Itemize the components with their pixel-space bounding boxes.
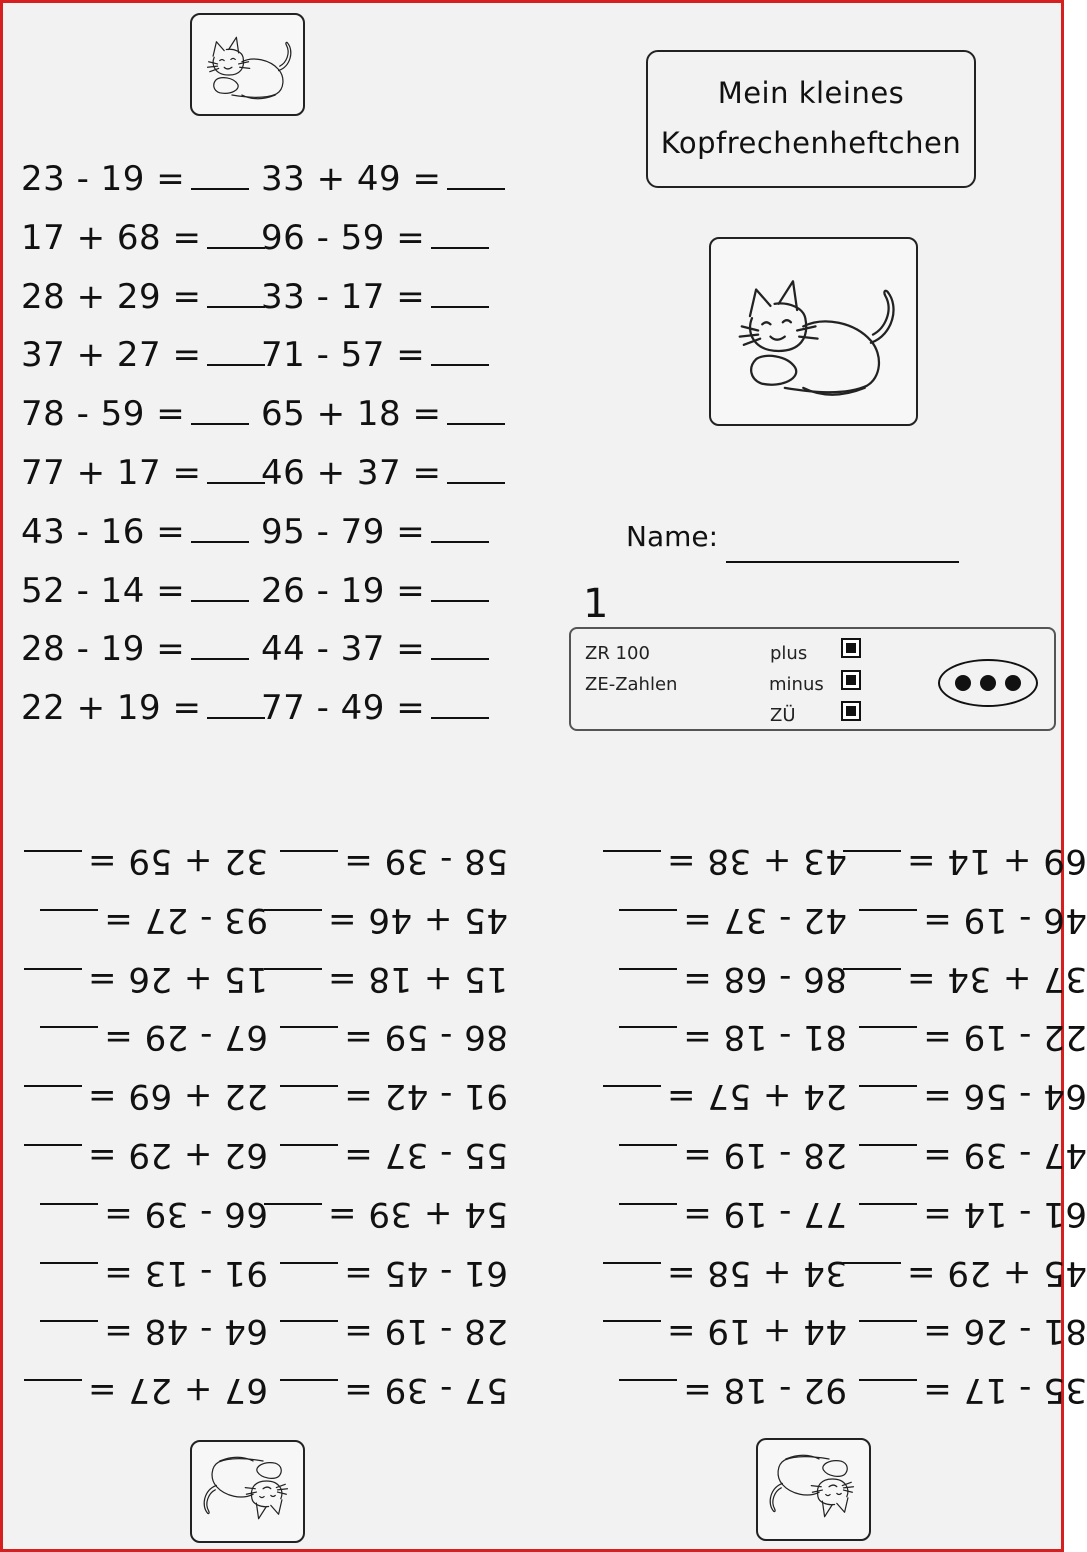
- equation-bottom-left-col1: [18, 1070, 268, 1116]
- equation-top-left-col2: [261, 335, 511, 381]
- answer-blank[interactable]: [859, 909, 917, 937]
- equation-bottom-left-col2: [258, 1188, 508, 1234]
- equation-expression: 45 + 46 =: [327, 899, 508, 940]
- equation-expression: 66 - 39 =: [103, 1193, 268, 1234]
- equation-expression: 86 - 68 =: [682, 958, 847, 999]
- equation-bottom-left-col2: [258, 1129, 508, 1175]
- op-minus-label: minus: [769, 674, 824, 695]
- equation-bottom-left-col1: [18, 894, 268, 940]
- equation-bottom-left-col2: [258, 1070, 508, 1116]
- answer-blank[interactable]: [40, 1203, 98, 1231]
- equation-top-left-col1: [21, 453, 271, 499]
- answer-blank[interactable]: [859, 1379, 917, 1407]
- equation-bottom-right-col2: [837, 1011, 1087, 1057]
- cat-image-cover: [709, 237, 918, 426]
- equation-expression: 35 - 17 =: [922, 1370, 1087, 1411]
- answer-blank[interactable]: [431, 221, 489, 249]
- answer-blank[interactable]: [191, 632, 249, 660]
- equation-bottom-right-col2: [837, 835, 1087, 881]
- answer-blank[interactable]: [447, 162, 505, 190]
- equation-bottom-left-col2: [258, 835, 508, 881]
- answer-blank[interactable]: [280, 1026, 338, 1054]
- equation-expression: 34 + 58 =: [666, 1252, 847, 1293]
- answer-blank[interactable]: [191, 515, 249, 543]
- answer-blank[interactable]: [843, 850, 901, 878]
- equation-top-left-col1: [21, 629, 271, 675]
- difficulty-level-badge: [938, 659, 1038, 707]
- equation-top-left-col2: [261, 394, 511, 440]
- equation-expression: 33 + 49 =: [261, 159, 442, 199]
- equation-bottom-left-col1: [18, 835, 268, 881]
- equation-expression: 37 + 34 =: [906, 958, 1087, 999]
- equation-bottom-left-col2: [258, 953, 508, 999]
- answer-blank[interactable]: [40, 1262, 98, 1290]
- equation-expression: 81 - 18 =: [682, 1017, 847, 1058]
- equation-expression: 67 - 29 =: [103, 1017, 268, 1058]
- answer-blank[interactable]: [603, 1085, 661, 1113]
- equation-bottom-left-col1: [18, 1011, 268, 1057]
- equation-expression: 37 + 27 =: [21, 335, 202, 376]
- equation-expression: 47 - 39 =: [922, 1135, 1087, 1175]
- title-box: [646, 50, 976, 188]
- answer-blank[interactable]: [207, 338, 265, 366]
- equation-top-left-col1: [21, 394, 271, 440]
- equation-expression: 92 - 18 =: [682, 1370, 847, 1411]
- carry-checkbox[interactable]: [841, 701, 861, 721]
- equation-top-left-col2: [261, 453, 511, 499]
- equation-top-left-col2: [261, 512, 511, 558]
- equation-expression: 26 - 19 =: [261, 570, 426, 611]
- equation-expression: 65 + 18 =: [261, 394, 442, 435]
- equation-top-left-col1: [21, 571, 271, 617]
- equation-expression: 46 + 37 =: [261, 453, 442, 493]
- answer-blank[interactable]: [40, 909, 98, 937]
- answer-blank[interactable]: [619, 1144, 677, 1172]
- equation-expression: 17 + 68 =: [21, 217, 202, 258]
- answer-blank[interactable]: [859, 1144, 917, 1172]
- equation-top-left-col1: [21, 159, 271, 205]
- equation-expression: 57 - 39 =: [343, 1370, 508, 1411]
- equation-expression: 42 - 37 =: [682, 899, 847, 940]
- plus-checkbox[interactable]: [841, 638, 861, 658]
- equation-bottom-left-col2: [258, 894, 508, 940]
- op-carry-label: ZÜ: [770, 705, 796, 726]
- equation-bottom-right-col1: [597, 1129, 847, 1175]
- equation-top-left-col2: [261, 571, 511, 617]
- equation-expression: 77 - 19 =: [682, 1193, 847, 1234]
- answer-blank[interactable]: [619, 1026, 677, 1054]
- equation-top-left-col1: [21, 335, 271, 381]
- equation-expression: 44 - 37 =: [261, 629, 426, 670]
- name-field-line[interactable]: [726, 561, 959, 563]
- equation-bottom-right-col2: [837, 1364, 1087, 1410]
- equation-bottom-left-col1: [18, 1129, 268, 1175]
- answer-blank[interactable]: [603, 850, 661, 878]
- equation-bottom-right-col1: [597, 835, 847, 881]
- equation-expression: 15 + 26 =: [87, 958, 268, 999]
- cat-drawing-icon: [711, 239, 916, 424]
- answer-blank[interactable]: [40, 1026, 98, 1054]
- level-dot: [980, 675, 996, 691]
- answer-blank[interactable]: [859, 1085, 917, 1113]
- answer-blank[interactable]: [619, 1203, 677, 1231]
- equation-expression: 22 - 19 =: [922, 1017, 1087, 1058]
- cat-image-bottom-right: [756, 1438, 871, 1541]
- equation-bottom-right-col1: [597, 1364, 847, 1410]
- answer-blank[interactable]: [24, 1379, 82, 1407]
- answer-blank[interactable]: [843, 1262, 901, 1290]
- title-line-2: Kopfrechenheftchen: [660, 126, 962, 160]
- equation-bottom-right-col1: [597, 1247, 847, 1293]
- title-line-1: Mein kleines: [717, 76, 905, 110]
- answer-blank[interactable]: [264, 968, 322, 996]
- answer-blank[interactable]: [603, 1320, 661, 1348]
- sheet-number: 1: [583, 581, 609, 627]
- answer-blank[interactable]: [207, 280, 265, 308]
- equation-top-left-col2: [261, 688, 511, 734]
- cat-image-bottom-left: [190, 1440, 305, 1543]
- equation-expression: 23 - 19 =: [21, 159, 186, 199]
- answer-blank[interactable]: [264, 1203, 322, 1231]
- answer-blank[interactable]: [24, 968, 82, 996]
- equation-top-left-col1: [21, 277, 271, 323]
- equation-expression: 67 + 27 =: [87, 1370, 268, 1411]
- answer-blank[interactable]: [431, 691, 489, 719]
- number-range-label: ZR 100: [585, 643, 650, 664]
- equation-bottom-right-col1: [597, 1011, 847, 1057]
- equation-expression: 28 - 19 =: [21, 629, 186, 670]
- equation-expression: 64 - 48 =: [103, 1311, 268, 1352]
- equation-bottom-right-col2: [837, 1305, 1087, 1351]
- equation-bottom-left-col1: [18, 953, 268, 999]
- equation-expression: 43 + 38 =: [666, 841, 847, 881]
- equation-bottom-left-col1: [18, 1364, 268, 1410]
- equation-expression: 78 - 59 =: [21, 394, 186, 435]
- equation-bottom-right-col1: [597, 1305, 847, 1351]
- answer-blank[interactable]: [447, 456, 505, 484]
- answer-blank[interactable]: [619, 1379, 677, 1407]
- answer-blank[interactable]: [207, 456, 265, 484]
- equation-bottom-right-col1: [597, 1070, 847, 1116]
- equation-expression: 52 - 14 =: [21, 570, 186, 611]
- equation-bottom-right-col2: [837, 1188, 1087, 1234]
- answer-blank[interactable]: [207, 221, 265, 249]
- answer-blank[interactable]: [207, 691, 265, 719]
- answer-blank[interactable]: [191, 574, 249, 602]
- minus-checkbox[interactable]: [841, 670, 861, 690]
- equation-top-left-col1: [21, 218, 271, 264]
- equation-top-left-col2: [261, 629, 511, 675]
- equation-bottom-right-col2: [837, 1247, 1087, 1293]
- equation-expression: 28 + 29 =: [21, 276, 202, 317]
- answer-blank[interactable]: [24, 850, 82, 878]
- answer-blank[interactable]: [431, 280, 489, 308]
- answer-blank[interactable]: [191, 397, 249, 425]
- answer-blank[interactable]: [280, 1262, 338, 1290]
- equation-expression: 33 - 17 =: [261, 276, 426, 317]
- cat-drawing-icon: [192, 1442, 303, 1541]
- equation-expression: 55 - 37 =: [343, 1135, 508, 1175]
- equation-bottom-left-col2: [258, 1011, 508, 1057]
- equation-top-left-col2: [261, 277, 511, 323]
- answer-blank[interactable]: [431, 338, 489, 366]
- equation-expression: 62 + 29 =: [87, 1135, 268, 1175]
- answer-blank[interactable]: [447, 397, 505, 425]
- equation-expression: 95 - 79 =: [261, 511, 426, 552]
- equation-expression: 44 + 19 =: [666, 1311, 847, 1352]
- op-plus-label: plus: [770, 643, 808, 664]
- equation-bottom-right-col1: [597, 953, 847, 999]
- equation-expression: 71 - 57 =: [261, 335, 426, 376]
- answer-blank[interactable]: [280, 1379, 338, 1407]
- equation-expression: 45 + 29 =: [906, 1252, 1087, 1293]
- equation-bottom-left-col2: [258, 1305, 508, 1351]
- equation-bottom-left-col2: [258, 1364, 508, 1410]
- equation-expression: 91 - 42 =: [343, 1076, 508, 1117]
- equation-expression: 96 - 59 =: [261, 217, 426, 258]
- cat-image-top-left: [190, 13, 305, 116]
- equation-expression: 32 + 59 =: [87, 841, 268, 881]
- equation-bottom-right-col1: [597, 1188, 847, 1234]
- answer-blank[interactable]: [264, 909, 322, 937]
- answer-blank[interactable]: [280, 1320, 338, 1348]
- answer-blank[interactable]: [431, 632, 489, 660]
- equation-expression: 77 + 17 =: [21, 453, 202, 493]
- equation-top-left-col2: [261, 159, 511, 205]
- equation-expression: 24 + 57 =: [666, 1076, 847, 1117]
- answer-blank[interactable]: [280, 1144, 338, 1172]
- equation-bottom-right-col2: [837, 953, 1087, 999]
- equation-expression: 28 - 19 =: [682, 1135, 847, 1175]
- equation-expression: 61 - 14 =: [922, 1193, 1087, 1234]
- equation-bottom-right-col2: [837, 1129, 1087, 1175]
- answer-blank[interactable]: [619, 968, 677, 996]
- answer-blank[interactable]: [24, 1085, 82, 1113]
- answer-blank[interactable]: [431, 515, 489, 543]
- equation-expression: 58 - 39 =: [343, 841, 508, 881]
- equation-expression: 15 + 18 =: [327, 958, 508, 999]
- equation-top-left-col1: [21, 512, 271, 558]
- equation-expression: 22 + 19 =: [21, 688, 202, 729]
- equation-bottom-right-col2: [837, 894, 1087, 940]
- equation-expression: 54 + 39 =: [327, 1193, 508, 1234]
- answer-blank[interactable]: [619, 909, 677, 937]
- equation-bottom-right-col2: [837, 1070, 1087, 1116]
- equation-expression: 93 - 27 =: [103, 899, 268, 940]
- answer-blank[interactable]: [280, 850, 338, 878]
- number-type-label: ZE-Zahlen: [585, 674, 678, 695]
- answer-blank[interactable]: [859, 1320, 917, 1348]
- equation-expression: 61 - 45 =: [343, 1252, 508, 1293]
- answer-blank[interactable]: [191, 162, 249, 190]
- equation-bottom-left-col2: [258, 1247, 508, 1293]
- equation-expression: 22 + 69 =: [87, 1076, 268, 1117]
- equation-expression: 43 - 16 =: [21, 511, 186, 552]
- equation-expression: 69 + 14 =: [906, 841, 1087, 881]
- cat-drawing-icon: [758, 1440, 869, 1539]
- level-dot: [955, 675, 971, 691]
- name-label: Name:: [626, 520, 719, 553]
- level-dot: [1005, 675, 1021, 691]
- equation-expression: 64 - 56 =: [922, 1076, 1087, 1117]
- cat-drawing-icon: [192, 15, 303, 114]
- answer-blank[interactable]: [40, 1320, 98, 1348]
- equation-bottom-left-col1: [18, 1305, 268, 1351]
- equation-expression: 91 - 13 =: [103, 1252, 268, 1293]
- equation-bottom-left-col1: [18, 1188, 268, 1234]
- equation-expression: 81 - 26 =: [922, 1311, 1087, 1352]
- answer-blank[interactable]: [859, 1203, 917, 1231]
- equation-expression: 46 - 19 =: [922, 899, 1087, 940]
- equation-top-left-col2: [261, 218, 511, 264]
- equation-bottom-left-col1: [18, 1247, 268, 1293]
- answer-blank[interactable]: [24, 1144, 82, 1172]
- answer-blank[interactable]: [859, 1026, 917, 1054]
- equation-expression: 86 - 59 =: [343, 1017, 508, 1058]
- equation-expression: 77 - 49 =: [261, 688, 426, 729]
- answer-blank[interactable]: [280, 1085, 338, 1113]
- equation-top-left-col1: [21, 688, 271, 734]
- answer-blank[interactable]: [431, 574, 489, 602]
- equation-bottom-right-col1: [597, 894, 847, 940]
- equation-expression: 28 - 19 =: [343, 1311, 508, 1352]
- answer-blank[interactable]: [603, 1262, 661, 1290]
- answer-blank[interactable]: [843, 968, 901, 996]
